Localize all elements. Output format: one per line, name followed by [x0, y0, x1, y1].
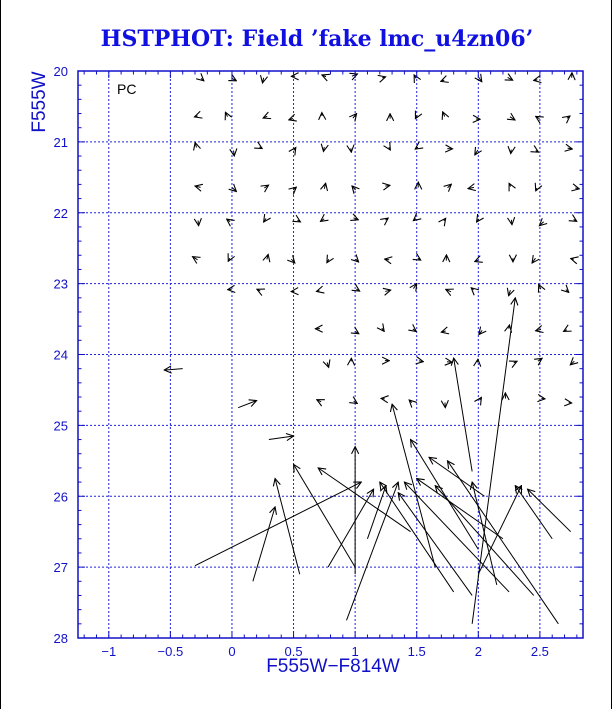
chart-svg — [1, 0, 612, 709]
y-tick-label: 24 — [54, 348, 68, 363]
vector-arrow — [347, 482, 399, 620]
field-arrow — [511, 220, 512, 225]
field-arrow — [575, 188, 579, 189]
field-arrow — [468, 187, 474, 188]
y-tick-label: 25 — [54, 418, 68, 433]
field-arrow — [536, 116, 540, 118]
field-arrow — [327, 259, 329, 262]
x-tick-label: 0 — [228, 644, 235, 659]
field-arrow — [289, 119, 293, 120]
y-tick-labels — [54, 64, 68, 646]
vector-arrow — [528, 489, 571, 532]
small-vector-field — [193, 73, 580, 408]
field-arrow — [227, 219, 230, 221]
x-tick-label: 1 — [352, 644, 359, 659]
vector-arrow — [411, 440, 479, 550]
field-arrow — [414, 75, 416, 78]
field-arrow — [264, 218, 266, 222]
field-arrow — [536, 151, 539, 153]
field-arrow — [475, 150, 478, 155]
x-tick-label: −1 — [101, 644, 116, 659]
field-arrow — [353, 218, 358, 220]
field-arrow — [195, 186, 201, 187]
field-arrow — [567, 116, 570, 118]
field-arrow — [356, 289, 359, 291]
x-tick-label: 2 — [475, 644, 482, 659]
field-arrow — [234, 151, 235, 156]
field-arrow — [532, 258, 535, 263]
field-arrow — [263, 116, 267, 118]
field-arrow — [564, 330, 567, 332]
field-arrow — [193, 257, 198, 260]
vector-arrow — [318, 468, 410, 532]
chip-annotation: PC — [117, 81, 136, 97]
field-arrow — [323, 147, 324, 151]
field-arrow — [509, 325, 510, 329]
field-arrow — [441, 331, 445, 332]
vector-arrow — [398, 493, 472, 596]
field-arrow — [471, 288, 473, 290]
field-arrow — [514, 361, 517, 363]
x-tick-label: 0.5 — [285, 644, 303, 659]
x-tick-label: −0.5 — [158, 644, 184, 659]
field-arrow — [195, 143, 196, 148]
field-arrow — [385, 218, 388, 220]
y-tick-label: 20 — [54, 64, 68, 79]
x-tick-label: 2.5 — [531, 644, 549, 659]
field-arrow — [509, 290, 511, 296]
field-arrow — [509, 183, 511, 186]
y-tick-label: 27 — [54, 560, 68, 575]
field-arrow — [201, 78, 204, 80]
field-arrow — [510, 117, 515, 120]
vector-arrow — [454, 358, 472, 471]
vector-arrow — [392, 404, 435, 567]
grid-lines — [78, 71, 583, 638]
y-tick-label: 23 — [54, 277, 68, 292]
field-arrow — [480, 397, 482, 400]
field-arrow — [570, 361, 574, 365]
field-arrow — [443, 112, 445, 117]
field-arrow — [413, 284, 416, 289]
field-arrow — [353, 114, 357, 119]
x-tick-label: 1.5 — [408, 644, 426, 659]
field-arrow — [320, 219, 324, 222]
field-arrow — [355, 332, 358, 334]
vector-arrow — [435, 486, 534, 596]
field-arrow — [479, 77, 482, 81]
vector-arrow — [294, 464, 356, 567]
field-arrow — [194, 116, 197, 117]
field-arrow — [317, 291, 320, 292]
field-arrow — [225, 112, 227, 116]
field-arrow — [264, 185, 268, 188]
field-arrow — [409, 400, 412, 403]
vector-arrow — [448, 461, 559, 624]
field-arrow — [448, 184, 452, 187]
field-arrow — [479, 330, 482, 334]
vector-arrow — [269, 436, 294, 440]
field-arrow — [413, 219, 415, 221]
field-arrow — [262, 78, 263, 83]
y-tick-label: 21 — [54, 135, 68, 150]
field-arrow — [356, 259, 359, 262]
vector-arrow — [515, 486, 552, 539]
field-arrow — [536, 329, 541, 330]
data-vectors — [164, 298, 570, 624]
field-arrow — [382, 77, 385, 78]
field-arrow — [446, 289, 451, 291]
vector-arrow — [253, 507, 275, 581]
field-arrow — [534, 80, 538, 81]
field-arrow — [536, 188, 537, 191]
field-arrow — [389, 147, 391, 150]
field-arrow — [413, 329, 416, 332]
chart-title: HSTPHOT: Field ’fake lmc_u4zn06’ — [101, 26, 534, 52]
y-tick-label: 26 — [54, 489, 68, 504]
field-arrow — [568, 148, 573, 149]
field-arrow — [385, 290, 390, 291]
field-arrow — [385, 259, 390, 260]
field-arrow — [508, 77, 513, 80]
field-arrow — [441, 80, 444, 81]
field-arrow — [574, 219, 577, 221]
field-arrow — [571, 259, 574, 260]
vector-arrow — [238, 401, 256, 408]
field-arrow — [447, 362, 452, 363]
field-arrow — [475, 260, 478, 261]
field-arrow — [382, 328, 384, 331]
field-arrow — [385, 185, 390, 186]
field-arrow — [444, 218, 446, 220]
field-arrow — [259, 147, 262, 149]
field-arrow — [198, 221, 199, 226]
y-tick-label: 22 — [54, 206, 68, 221]
field-arrow — [418, 258, 421, 260]
vector-arrow — [275, 479, 300, 575]
field-arrow — [267, 254, 268, 259]
vector-arrow — [164, 369, 182, 370]
field-arrow — [294, 148, 296, 151]
vector-arrow — [404, 482, 509, 592]
y-tick-label: 28 — [54, 631, 68, 646]
field-arrow — [566, 290, 569, 293]
y-axis-label: F555W — [29, 71, 50, 132]
field-arrow — [228, 258, 229, 261]
field-arrow — [324, 183, 325, 189]
field-arrow — [257, 289, 260, 291]
field-arrow — [232, 188, 236, 192]
x-axis-label: F555W−F814W — [266, 656, 400, 677]
field-arrow — [327, 362, 329, 367]
field-arrow — [322, 75, 326, 77]
vector-arrow — [429, 457, 484, 496]
field-arrow — [297, 220, 300, 222]
field-arrow — [317, 400, 321, 402]
field-arrow — [419, 361, 423, 362]
